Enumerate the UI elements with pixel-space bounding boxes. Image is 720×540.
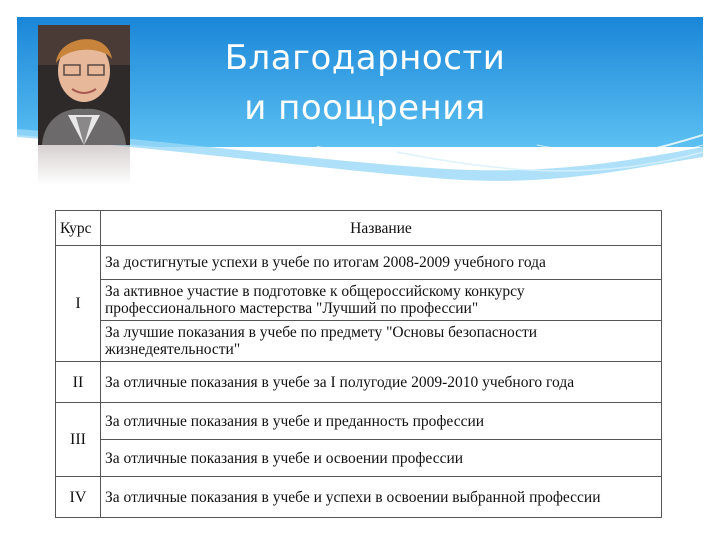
slide-title-line1: Благодарности xyxy=(224,38,506,78)
award-cell: За отличные показания в учебе и преданность профессии xyxy=(101,403,662,440)
table-row xyxy=(56,440,662,477)
course-cell: IV xyxy=(56,477,101,518)
table-row xyxy=(56,321,662,362)
award-cell: За достигнутые успехи в учебе по итогам 2008-2009 учебного года xyxy=(101,246,662,280)
course-cell: II xyxy=(56,362,101,403)
table-row xyxy=(56,362,662,403)
table-header-row xyxy=(56,211,662,246)
award-cell: За отличные показания в учебе и успехи в освоении выбранной профессии xyxy=(101,477,662,518)
slide-title-line2: и поощрения xyxy=(244,88,486,128)
course-cell: III xyxy=(56,403,101,477)
column-header-name: Название xyxy=(101,211,662,246)
awards-table xyxy=(55,210,662,518)
table-row xyxy=(56,246,662,280)
slide-title xyxy=(200,33,530,133)
award-cell: За отличные показания в учебе за I полугодие 2009-2010 учебного года xyxy=(101,362,662,403)
award-cell: За отличные показания в учебе и освоении профессии xyxy=(101,440,662,477)
table-row xyxy=(56,477,662,518)
course-cell: I xyxy=(56,246,101,362)
student-photo xyxy=(38,25,130,145)
student-photo-reflection xyxy=(38,145,130,185)
award-cell: За активное участие в подготовке к общероссийскому конкурсу профессионального мастерства "Лучший по профессии" xyxy=(101,280,662,321)
table-row xyxy=(56,403,662,440)
award-cell: За лучшие показания в учебе по предмету "Основы безопасности жизнедеятельности" xyxy=(101,321,662,362)
column-header-course: Курс xyxy=(56,211,101,246)
table-row xyxy=(56,280,662,321)
